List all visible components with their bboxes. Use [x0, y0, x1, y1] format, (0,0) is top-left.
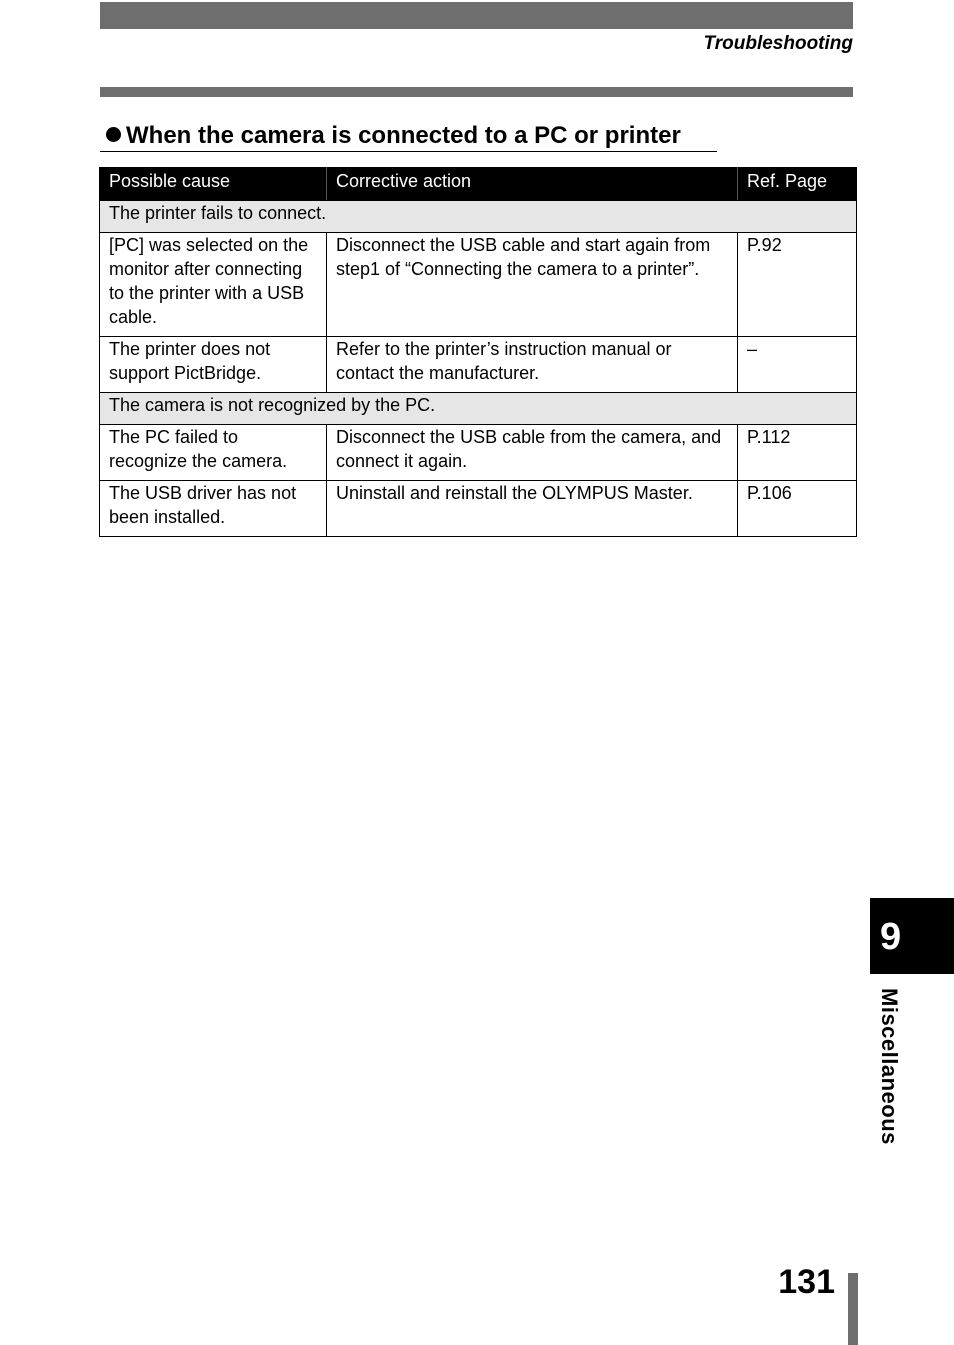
page-number-bar	[848, 1273, 858, 1345]
table-row	[100, 337, 857, 393]
cause-cell: [PC] was selected on the monitor after connecting to the printer with a USB cable.	[100, 233, 327, 337]
ref-cell: P.112	[738, 425, 857, 481]
cause-cell: The PC failed to recognize the camera.	[100, 425, 327, 481]
group-title: The printer fails to connect.	[100, 201, 857, 233]
bullet-icon	[106, 127, 121, 142]
table-row	[100, 481, 857, 537]
table-header-row	[100, 168, 857, 201]
action-cell: Disconnect the USB cable and start again from step1 of “Connecting the camera to a printer”.	[327, 233, 738, 337]
header-rule	[100, 87, 853, 97]
chapter-label: Miscellaneous	[877, 988, 902, 1145]
ref-cell: P.106	[738, 481, 857, 537]
column-header-cause: Possible cause	[100, 168, 327, 201]
action-cell: Uninstall and reinstall the OLYMPUS Master.	[327, 481, 738, 537]
table-group-row	[100, 393, 857, 425]
chapter-tab: 9	[870, 898, 954, 974]
column-header-ref: Ref. Page	[738, 168, 857, 201]
header-bar	[100, 2, 853, 29]
action-cell: Refer to the printer’s instruction manual or contact the manufacturer.	[327, 337, 738, 393]
table-row	[100, 233, 857, 337]
table-group-row	[100, 201, 857, 233]
table-row	[100, 425, 857, 481]
ref-cell: P.92	[738, 233, 857, 337]
cause-cell: The printer does not support PictBridge.	[100, 337, 327, 393]
cause-cell: The USB driver has not been installed.	[100, 481, 327, 537]
column-header-action: Corrective action	[327, 168, 738, 201]
page-number: 131	[778, 1263, 835, 1301]
group-title: The camera is not recognized by the PC.	[100, 393, 857, 425]
action-cell: Disconnect the USB cable from the camera, and connect it again.	[327, 425, 738, 481]
subsection-heading	[100, 120, 717, 152]
section-title: Troubleshooting	[703, 33, 853, 54]
subsection-heading-text: When the camera is connected to a PC or printer	[126, 122, 681, 149]
troubleshooting-table	[99, 167, 857, 537]
ref-cell: –	[738, 337, 857, 393]
